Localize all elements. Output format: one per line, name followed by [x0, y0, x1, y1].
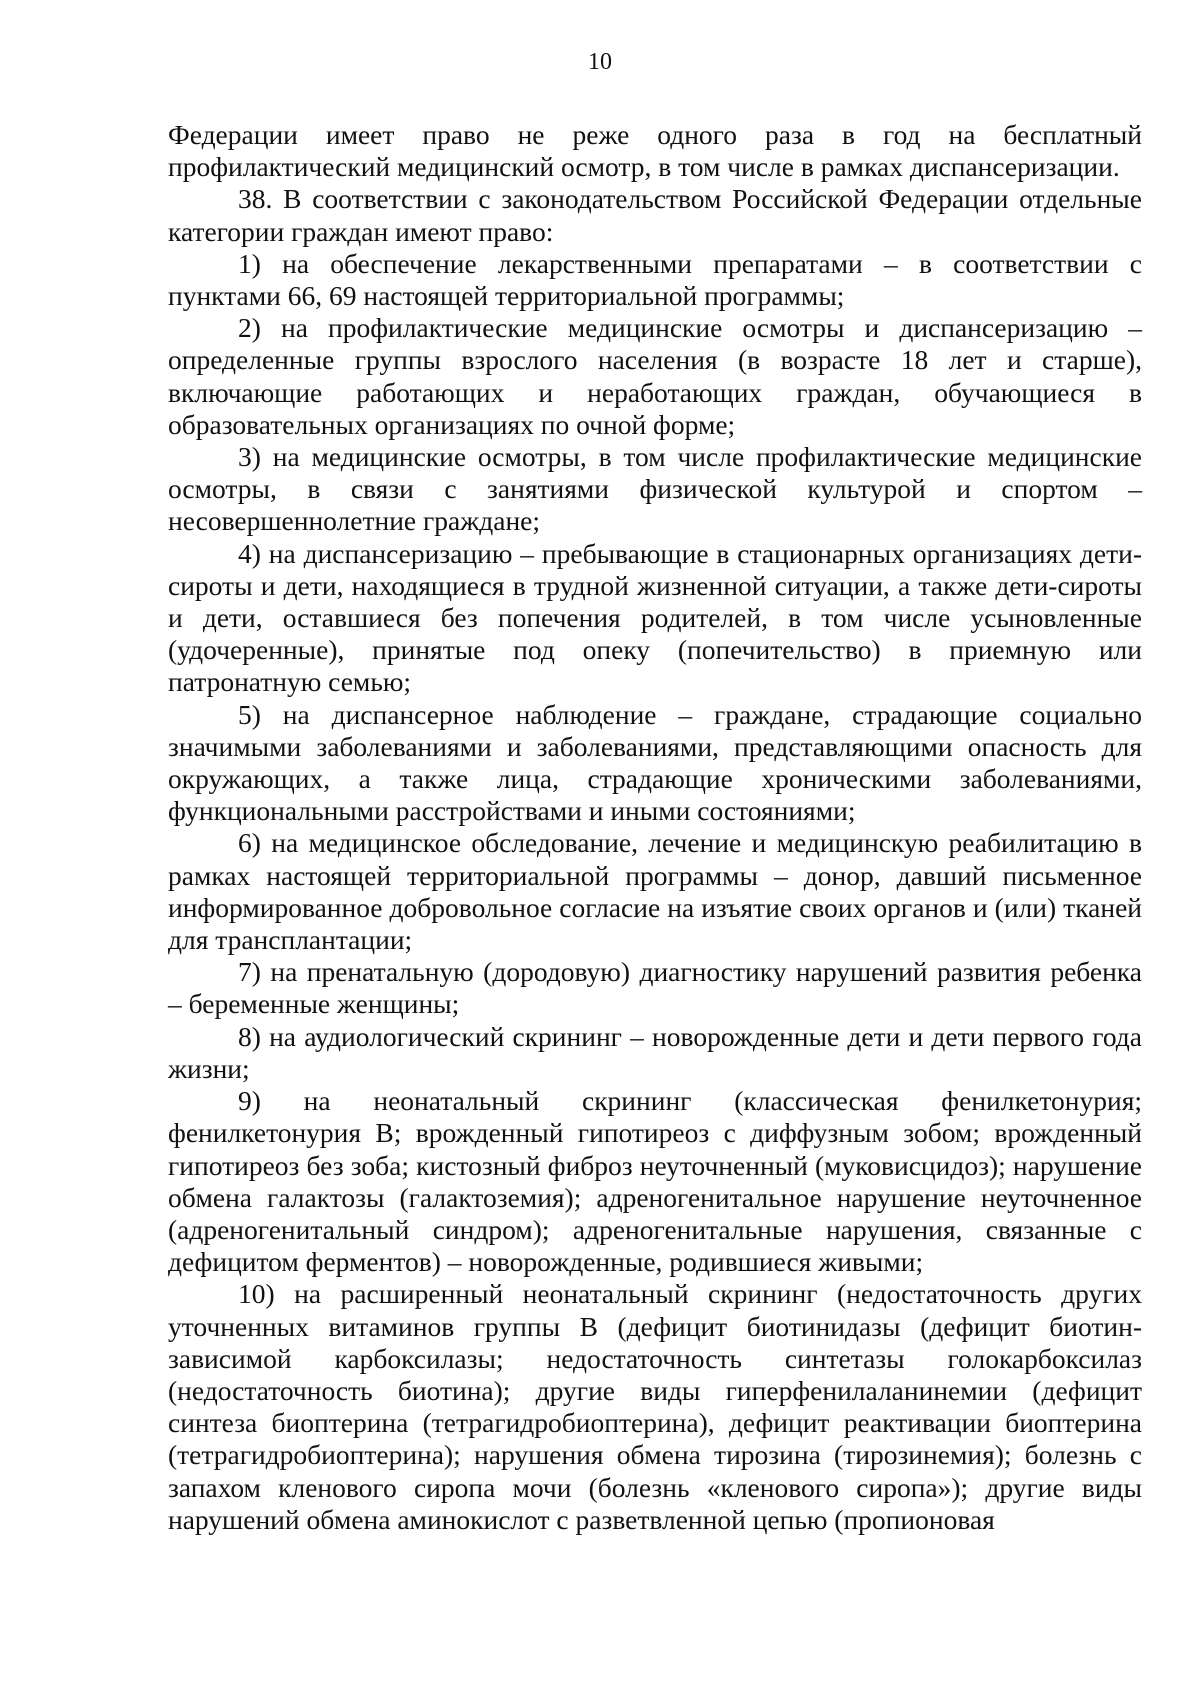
list-item-5: 5) на диспансерное наблюдение – граждане, страдающие социально значимыми заболеваниями и заболеваниями, представляющими опасность для окружающих, а также лица, страдающие хроническими заболеваниями, функциональными расстройствами и иными состояниями; — [168, 698, 1142, 827]
list-item-1: 1) на обеспечение лекарственными препаратами – в соответствии с пунктами 66, 69 настоящей территориальной программы; — [168, 247, 1142, 312]
list-item-3: 3) на медицинские осмотры, в том числе профилактические медицинские осмотры, в связи с занятиями физической культурой и спортом – несовершеннолетние граждане; — [168, 441, 1142, 537]
list-item-7: 7) на пренатальную (дородовую) диагностику нарушений развития ребенка – беременные женщины; — [168, 956, 1142, 1020]
list-item-4: 4) на диспансеризацию – пребывающие в стационарных организациях дети-сироты и дети, находящиеся в трудной жизненной ситуации, а также дети-сироты и дети, оставшиеся без попечения родителей, в том числе усыновленные (удочеренные), принятые под опеку (попечительство) в приемную или патронатную семью; — [168, 537, 1142, 698]
list-item-9: 9) на неонатальный скрининг (классическая фенилкетонурия; фенилкетонурия B; врожденный гипотиреоз с диффузным зобом; врожденный гипотиреоз без зоба; кистозный фиброз неуточненный (муковисцидоз); нарушение обмена галактозы (галактоземия); адреногенитальное нарушение неуточненное (адреногенитальный синдром); адреногенитальные нарушения, связанные с дефицитом ферментов) – новорожденные, родившиеся живыми; — [168, 1085, 1142, 1278]
list-item-2: 2) на профилактические медицинские осмотры и диспансеризацию – определенные группы взрослого населения (в возрасте 18 лет и старше), включающие работающих и неработающих граждан, обучающиеся в образовательных организациях по очной форме; — [168, 312, 1142, 440]
document-body — [168, 119, 1142, 1536]
paragraph-continuation: Федерации имеет право не реже одного раза в год на бесплатный профилактический медицинский осмотр, в том числе в рамках диспансеризации. — [168, 119, 1142, 183]
list-item-8: 8) на аудиологический скрининг – новорожденные дети и дети первого года жизни; — [168, 1020, 1142, 1084]
page-number: 10 — [588, 49, 612, 75]
list-item-6: 6) на медицинское обследование, лечение и медицинскую реабилитацию в рамках настоящей территориальной программы – донор, давший письменное информированное добровольное согласие на изъятие своих органов и (или) тканей для трансплантации; — [168, 827, 1142, 956]
paragraph-38: 38. В соответствии с законодательством Российской Федерации отдельные категории граждан имеют право: — [168, 183, 1142, 247]
list-item-10: 10) на расширенный неонатальный скрининг (недостаточность других уточненных витаминов группы B (дефицит биотинидазы (дефицит биотин-зависимой карбоксилазы; недостаточность синтетазы голокарбоксилаз (недостаточность биотина); другие виды гиперфенилаланинемии (дефицит синтеза биоптерина (тетрагидробиоптерина), дефицит реактивации биоптерина (тетрагидробиоптерина); нарушения обмена тирозина (тирозинемия); болезнь с запахом кленового сиропа мочи (болезнь «кленового сиропа»); другие виды нарушений обмена аминокислот с разветвленной цепью (пропионовая — [168, 1278, 1142, 1535]
